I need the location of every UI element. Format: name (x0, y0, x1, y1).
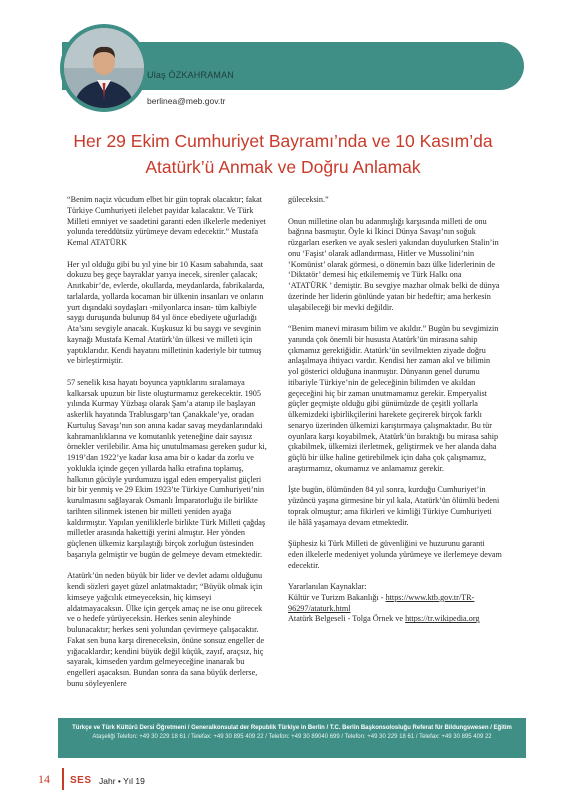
title-line-1: Her 29 Ekim Cumhuriyet Bayramı’nda ve 10 Kasım’da (73, 131, 493, 151)
page-number: 14 (38, 772, 50, 786)
author-photo-frame (60, 24, 148, 112)
author-email[interactable]: berlinea@meb.gov.tr (147, 96, 226, 106)
article-column-right (288, 195, 502, 625)
reference-link[interactable]: https://www.ktb.gov.tr/TR-96297/ataturk.html (288, 592, 475, 613)
article-paragraph: Her yıl olduğu gibi bu yıl yine bir 10 Kasım sabahında, saat dokuzu beş geçe bayraklar yarıya inecek, sirenler çalacak; Anıtkabir’de, evlerde, okullarda, meydanlarda, fabrikalarda, tarlalarda, yollarda kocaman bir ülkenin insanları ve onların yurt dışındaki soydaşları -milyonlarca insan- tüm kalbiyle saygı duruşunda bulunup 84 yıl önce ebediyete uğurladığı Ata’sını sevgiyle anacak. Kuşkusuz ki bu saygı ve sevginin kaynağı Mustafa Kemal Atatürk’ün ülkesi ve milleti için yaptıklarıdır. Kendi hayatını milletinin kaderiyle bir tutmuş ve birleştirmiştir. (67, 259, 265, 366)
article-paragraph: 57 senelik kısa hayatı boyunca yaptıklarını sıralamaya kalkarsak upuzun bir liste oluşturmamız gerekecektir. 1905 yılında Kurmay Yüzbaşı olarak Şam’a atanıp ile başlayan askerlik hayatında Trablusgarp’tan Çanakkale’ye, oradan Kurtuluş Savaşı’nın son anına kadar savaş meydanlarındaki kahramanlıklarına ve komutanlık yeteneğine dair sayısız örnekler verilebilir. Ama hiç unutulmaması gereken şudur ki, 1919’dan 1922’ye kadar kısa ama bir o kadar da zorlu ve yoklukla içinde geçen yıllarda halkı etrafına toplamış, halkının gücüyle yurdumuzu işgal eden emperyalist güçleri bir bir yenmiş ve 29 Ekim 1923’te Türkiye Cumhuriyeti’nin kurulmasını sağlayarak Osmanlı İmparatorluğu ile birlikte tarihten silinmek istenen bir milleti yeniden ayağa kaldırmıştır. Yapılan yeniliklerle birlikte Türk Milleti çağdaş milletler arasında hakettiği yerini almıştır. Her yönden güçlenen ülkemiz karşılaştığı birçok zorluğun üstesinden başarıyla gelmiştir ve bugün de gelmeye devam etmektedir. (67, 377, 267, 559)
footer-line-2: Ataşeliği Telefon: +49 30 229 18 61 / Telefax: +49 30 895 409 22 / Telefon: +49 30 89040 699 / Telefon: +49 30 229 18 61 / Telefax: +49 30 895 409 22 (92, 734, 492, 740)
article-paragraph: “Benim manevi mirasım bilim ve akıldır.” Bugün bu sevgimizin yanında çok önemli bir hususta Atatürk’ün mirasına sahip çıkmamız gerektiğidir. Atatürk’ün sevilmekten ziyade doğru anlaşılmaya ihtiyacı vardır. Kendisi her zaman akıl ve bilimin yol gösterici olduğuna inanmıştır. Dünyanın genel durumu itibariyle Türkiye’nin de geleceğinin bilimden ve akıldan geçeceğini hiç bir zaman unutmamamız gerekir. Emperyalist güçler geçmişte olduğu gibi günümüzde de çeşitli yollarla ülkemizdeki işbirlikçilerini harekete geçirerek birçok farklı senaryo üzerinden ülkemizi karıştırmaya çalışmaktadır. Bu tür oyunlara karşı koyabilmek, Atatürk’ün bıraktığı bu mirasa sahip çıkabilmek, ülkemizi ilerletmek, geliştirmek ve her alanda daha güçlü bir ülke haline getirebilmek için daha çok çalışmamız, araştırmamız, okumamız ve anlamamız gerekir. (288, 324, 499, 473)
reference-text: Atatürk Belgeseli - Tolga Örnek ve (288, 614, 406, 624)
article-paragraph: Şüphesiz ki Türk Milleti de güvenliğini ve huzurunu garanti eden ilkelerle medeniyet yolunda yürümeye ve ilerlemeye devam edecektir. (288, 539, 502, 570)
author-portrait-icon (64, 28, 144, 108)
footer-band (58, 718, 526, 758)
article-column-left (67, 195, 267, 690)
author-name: Ulaş ÖZKAHRAMAN (147, 70, 235, 80)
article-paragraph: Onun milletine olan bu adanmışlığı karşısında milleti de onu bağrına basmıştır. Öyle ki İkinci Dünya Savaşı’nın soğuk rüzgarları eserken ve ayak sesleri yakından duyulurken Stalin’in onu ‘Faşist’ olarak adlandırması, Hitler ve Mussolini’nin ‘Komünist’ olarak görmesi, o dönemin bazı ülke liderlerinin de ‘Diktatör’ demesi hiç etkilememiş ve Türk Halkı ona ‘ATATÜRK ’ demiştir. Bu sevgiye mazhar olmak belki de dünya üzerinde her liderin gönlünde yatan bir hedeftir; ama herkesin ulaşabileceği bir mevki değildir. (288, 216, 500, 312)
article-title (40, 128, 526, 180)
article-paragraph: “Benim naçiz vücudum elbet bir gün toprak olacaktır; fakat Türkiye Cumhuriyeti ilelebet payidar kalacaktır. Ve Türk Milleti emniyet ve saadetini garanti eden ilkelerle medeniyet yolunda tereddütsüz yürümeye devam edecektir.” Mustafa Kemal ATATÜRK (67, 195, 266, 247)
magazine-logo: SES (70, 775, 92, 786)
magazine-year: Jahr • Yıl 19 (99, 776, 145, 786)
footer-line-1: Türkçe ve Türk Kültürü Dersi Öğretmeni / Generalkonsulat der Republik Türkiye in Berlin / T.C. Berlin Başkonsolosluğu Referat für Bildungswesen / Eğitim (72, 725, 512, 731)
reference-item (288, 614, 502, 625)
references-heading: Yararlanılan Kaynaklar: (288, 582, 367, 591)
article-paragraph: Atatürk’ün neden büyük bir lider ve devlet adamı olduğunu kendi sözleri gayet güzel anlatmaktadır; “Büyük olmak için kimseye yağcılık etmeyeceksin, hiç kimseyi aldatmayacaksın. Ülke için gerçek amaç ne ise onu görecek ve o hedefe yürüyeceksin. Herkes senin aleyhinde bulunacaktır; herkes seni yolundan çevirmeye çalışacaktır. Fakat sen buna karşı direneceksin, önüne sonsuz engeller de yığacaklardır; kendini büyük değil küçük, zayıf, araçsız, hiç sayarak, kimseden yardım gelmeyeceğine inanarak bu engelleri aşacaksın. Bundan sonra da sana büyük derlerse, bunu söyleyenlere (67, 571, 265, 688)
page-number-divider (62, 768, 64, 790)
title-line-2: Atatürk’ü Anmak ve Doğru Anlamak (145, 157, 421, 177)
reference-link[interactable]: https://tr.wikipedia.org (405, 614, 480, 624)
article-paragraph: İşte bugün, ölümünden 84 yıl sonra, kurduğu Cumhuriyet’in yüzüncü yaşına girmesine bir yıl kala, Atatürk’ün ölümlü bedeni toprak olmuştur; ama fikirleri ve kimliği Türkiye Cumhuriyeti ile hâlâ yaşamaya devam etmektedir. (288, 485, 500, 527)
references (288, 582, 502, 625)
avatar (64, 28, 144, 108)
article-paragraph: güleceksin.” (288, 195, 329, 204)
reference-text: Kültür ve Turizm Bakanlığı - (288, 592, 386, 602)
reference-item (288, 593, 502, 615)
